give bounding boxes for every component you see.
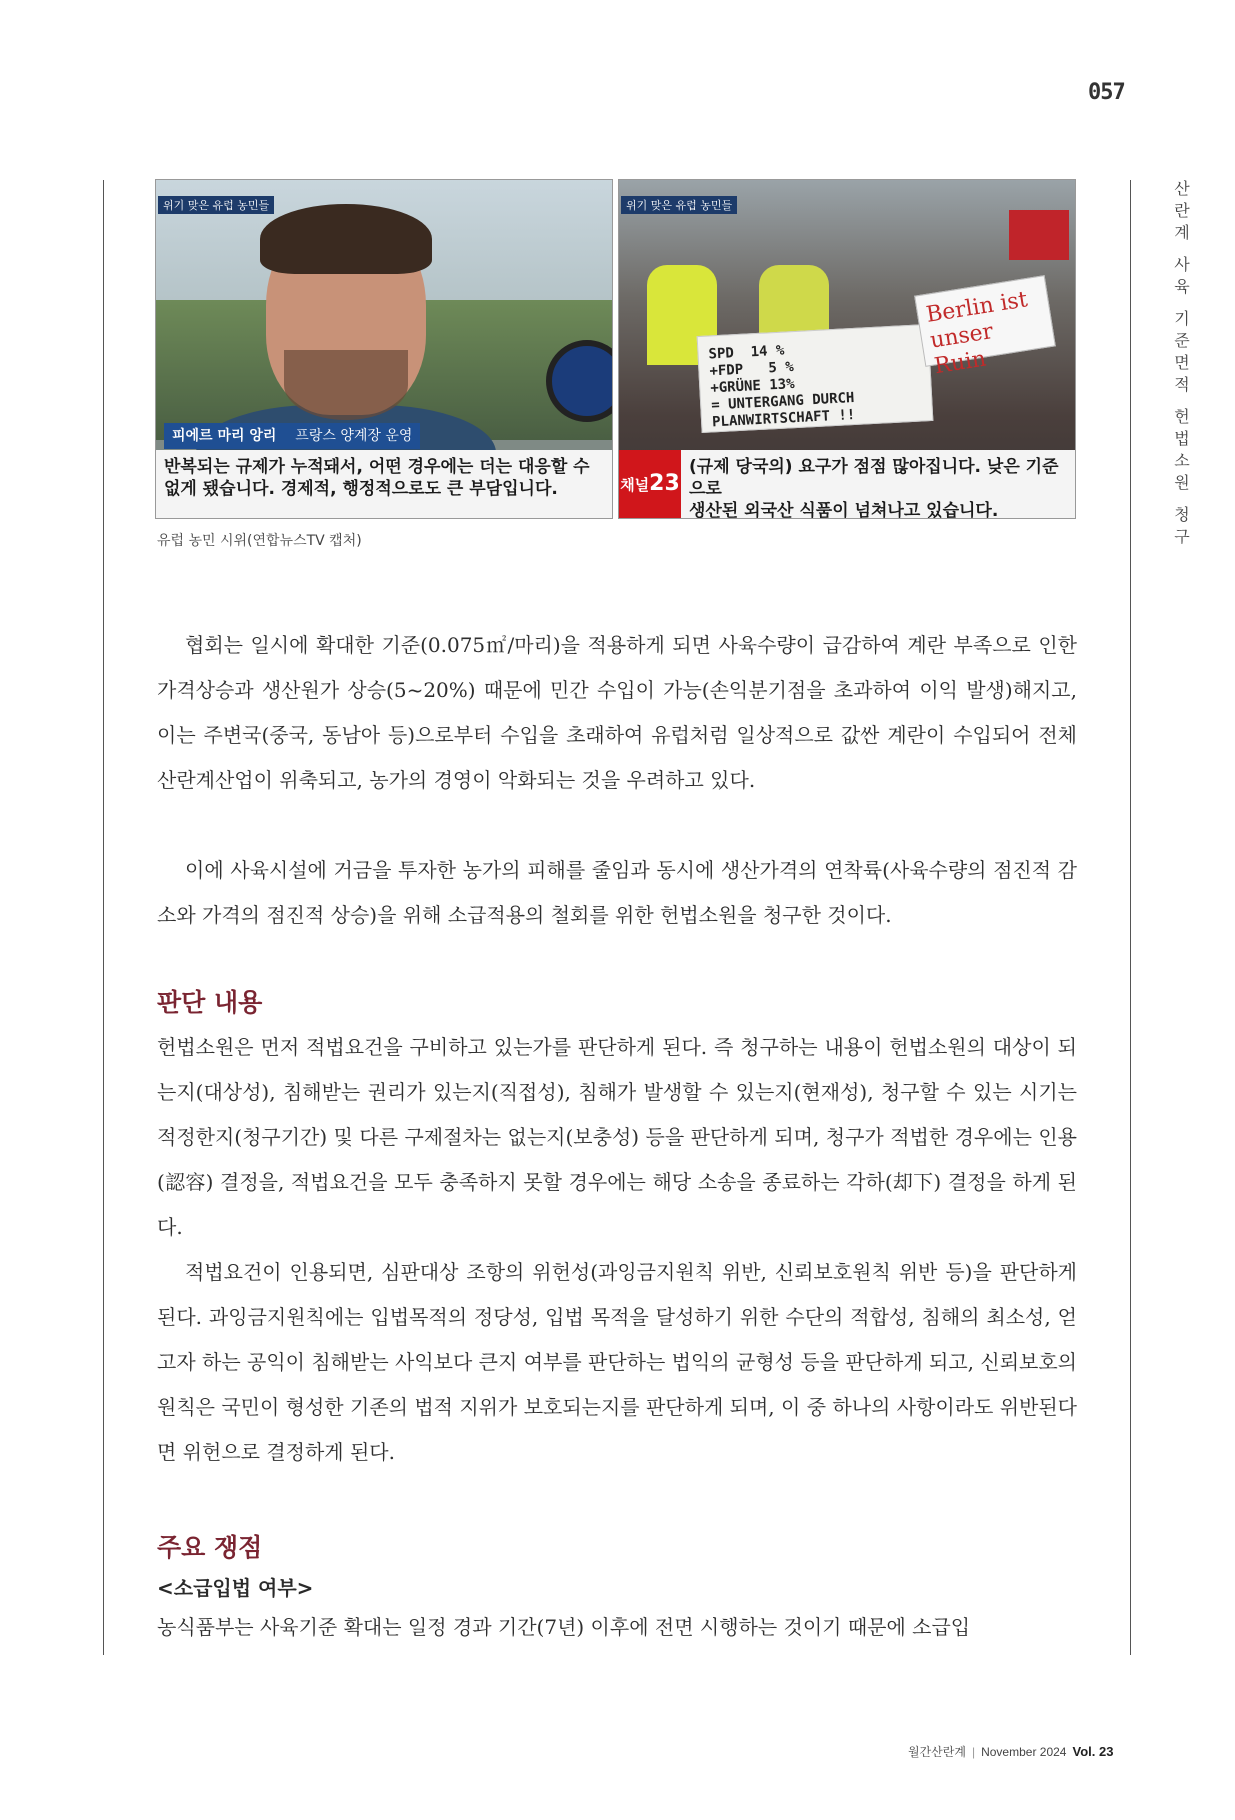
side-title-char: 적 — [1174, 375, 1190, 394]
channel-badge: 채널23 — [619, 450, 681, 518]
left-rule — [103, 180, 104, 1655]
side-title — [1170, 178, 1194, 548]
issue-month: November 2024 — [981, 1745, 1067, 1759]
protest-sign: SPD 14 % +FDP 5 % +GRÜNE 13% = UNTERGANG DURCH PLANWIRTSCHAFT !! — [697, 324, 934, 433]
news-subtitle: 반복되는 규제가 누적돼서, 어떤 경우에는 더는 대응할 수 없게 됐습니다. 경제적, 행정적으로도 큰 부담입니다. — [156, 450, 612, 518]
side-title-char: 원 — [1174, 473, 1190, 492]
right-rule — [1130, 180, 1131, 1655]
page-number: 057 — [1088, 80, 1125, 105]
volume: Vol. 23 — [1072, 1744, 1114, 1759]
side-title-char — [1170, 396, 1194, 406]
body-paragraph-2: 이에 사육시설에 거금을 투자한 농가의 피해를 줄임과 동시에 생산가격의 연착륙(사육수량의 점진적 감소와 가격의 점진적 상승)을 위해 소급적용의 철회를 위한 헌법소원을 청구한 것이다. — [157, 858, 1077, 927]
side-title-char: 계 — [1174, 223, 1190, 242]
news-capture-farmer-interview — [155, 179, 613, 519]
side-title-char — [1170, 298, 1194, 308]
side-title-char: 법 — [1174, 429, 1190, 448]
side-title-char: 산 — [1174, 179, 1190, 198]
side-title-char — [1170, 244, 1194, 254]
side-title-char: 사 — [1174, 255, 1190, 274]
news-tag: 위기 맞은 유럽 농민들 — [621, 196, 737, 214]
body-paragraph-5: 농식품부는 사육기준 확대는 일정 경과 기간(7년) 이후에 전면 시행하는 것이기 때문에 소급입 — [157, 1615, 971, 1639]
magazine-name: 월간산란계 — [908, 1745, 966, 1759]
side-title-char: 헌 — [1174, 407, 1190, 426]
body-paragraph-3: 헌법소원은 먼저 적법요건을 구비하고 있는가를 판단하게 된다. 즉 청구하는 내용이 헌법소원의 대상이 되는지(대상성), 침해받는 권리가 있는지(직접성), 침해가 발생할 수 있는지(현재성), 청구할 수 있는 시기는 적정한지(청구기간) 및 다른 구제절차는 없는지(보충성) 등을 판단하게 되며, 청구가 적법한 경우에는 인용(認容) 결정을, 적법요건을 모두 충족하지 못할 경우에는 해당 소송을 종료하는 각하(却下) 결정을 하게 된다. — [157, 1035, 1077, 1239]
side-title-char: 육 — [1174, 277, 1190, 296]
side-title-char: 청 — [1174, 505, 1190, 524]
side-title-char: 소 — [1174, 451, 1190, 470]
name-bar — [164, 423, 420, 449]
interviewee-role: 프랑스 양계장 운영 — [295, 428, 413, 444]
protest-sign-berlin: Berlin ist unser Ruin — [914, 275, 1056, 367]
news-subtitle: (규제 당국의) 요구가 점점 많아집니다. 낮은 기준으로 생산된 외국산 식품이 넘쳐나고 있습니다. — [681, 450, 1075, 518]
photo-caption: 유럽 농민 시위(연합뉴스TV 캡처) — [157, 533, 362, 549]
footer: 월간산란계 | November 2024 Vol. 23 — [908, 1744, 1114, 1759]
body-paragraph-4: 적법요건이 인용되면, 심판대상 조항의 위헌성(과잉금지원칙 위반, 신뢰보호원칙 위반 등)을 판단하게 된다. 과잉금지원칙에는 입법목적의 정당성, 입법 목적을 달성하기 위한 수단의 적합성, 침해의 최소성, 얻고자 하는 공익이 침해받는 사익보다 큰지 여부를 판단하는 법익의 균형성 등을 판단하게 되고, 신뢰보호의 원칙은 국민이 형성한 기존의 법적 지위가 보호되는지를 판단하게 되며, 이 중 하나의 사항이라도 위반된다면 위헌으로 결정하게 된다. — [157, 1260, 1077, 1464]
subheading-retroactive: <소급입법 여부> — [157, 1576, 314, 1600]
side-title-char: 기 — [1174, 309, 1190, 328]
interviewee-name: 피에르 마리 앙리 — [172, 428, 277, 444]
side-title-char: 란 — [1174, 201, 1190, 220]
side-title-char: 구 — [1174, 527, 1190, 546]
body-paragraph-1: 협회는 일시에 확대한 기준(0.075㎡/마리)을 적용하게 되면 사육수량이 급감하여 계란 부족으로 인한 가격상승과 생산원가 상승(5~20%) 때문에 민간 수입이 가능(손익분기점을 초과하여 이익 발생)해지고, 이는 주변국(중국, 동남아 등)으로부터 수입을 초래하여 유럽처럼 일상적으로 값싼 계란이 수입되어 전체 산란계산업이 위축되고, 농가의 경영이 악화되는 것을 우려하고 있다. — [157, 633, 1077, 792]
section-heading-judgment: 판단 내용 — [157, 988, 263, 1017]
news-tag: 위기 맞은 유럽 농민들 — [158, 196, 274, 214]
side-title-char: 면 — [1174, 353, 1190, 372]
news-capture-protest — [618, 179, 1076, 519]
side-title-char: 준 — [1174, 331, 1190, 350]
side-title-char — [1170, 494, 1194, 504]
section-heading-issues: 주요 쟁점 — [157, 1533, 263, 1562]
